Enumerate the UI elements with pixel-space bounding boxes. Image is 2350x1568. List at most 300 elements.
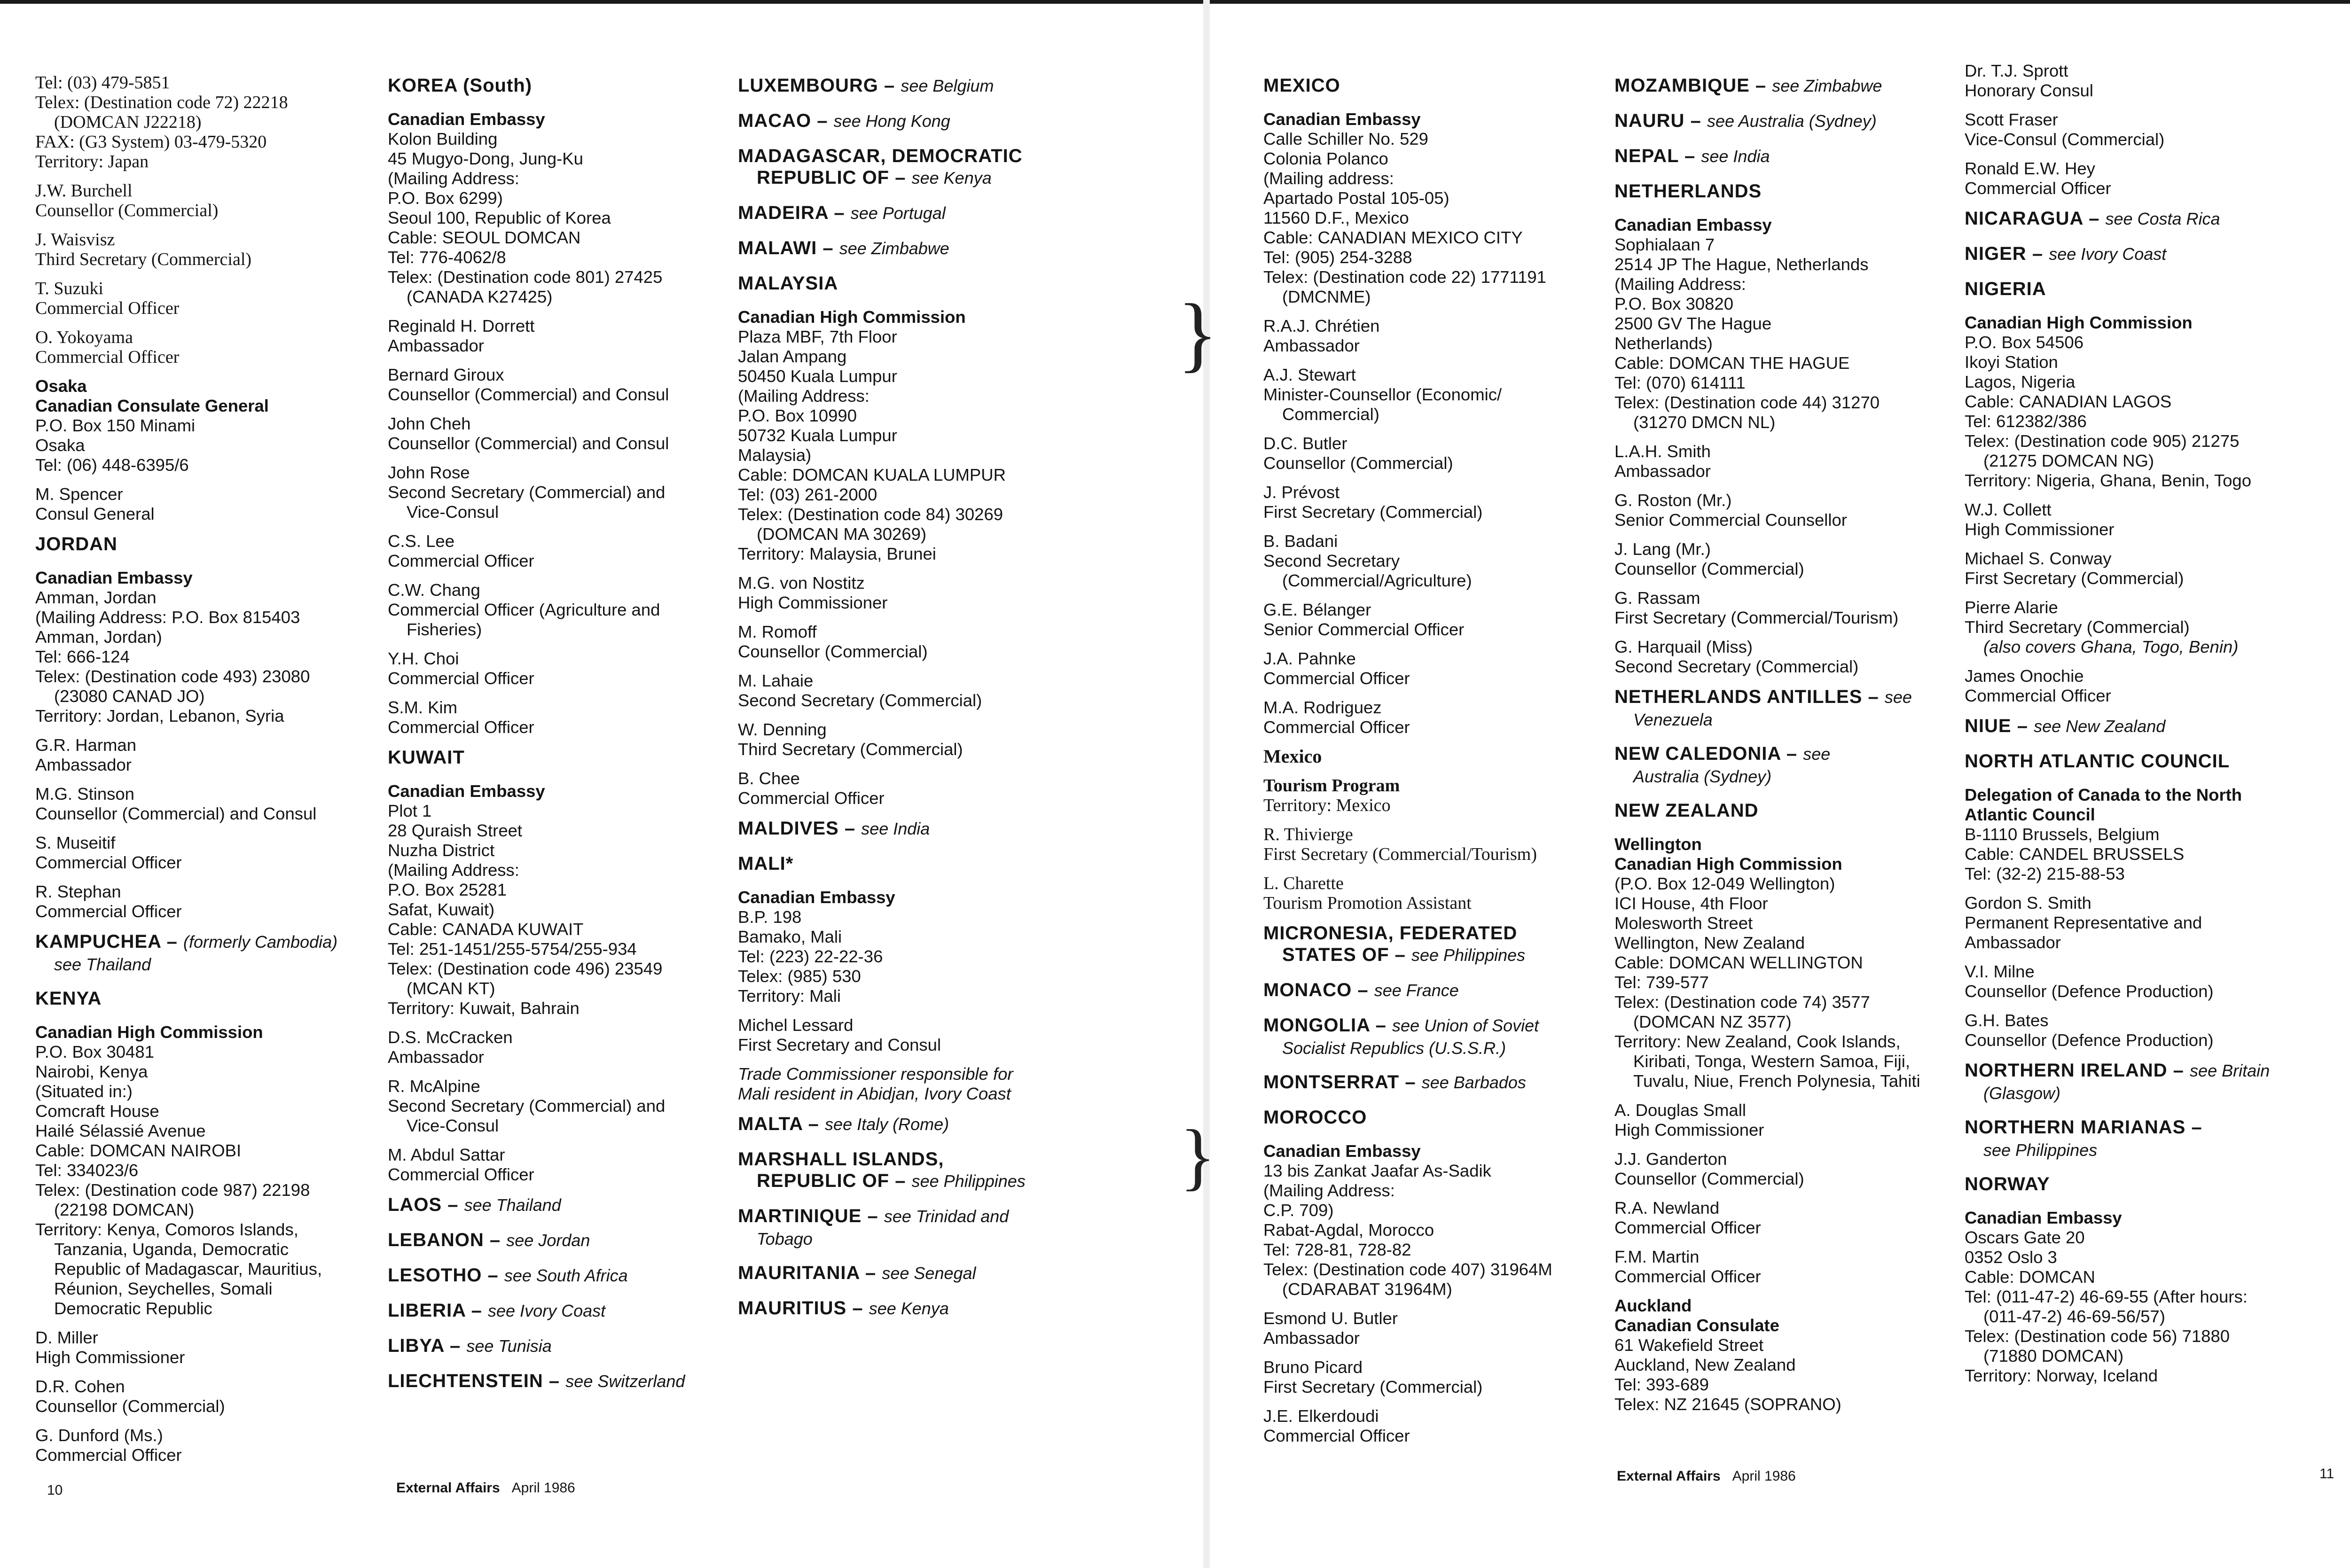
entry-line: R. McAlpine [388, 1077, 480, 1096]
country-name: NEW ZEALAND [1614, 800, 1759, 821]
entry-line: Telex: (Destination code 496) 23549 [388, 959, 663, 978]
entry-line: First Secretary (Commercial) [1965, 569, 2184, 588]
country-name: LESOTHO [388, 1265, 482, 1286]
directory-entry [1965, 500, 2296, 539]
country-heading [388, 1300, 719, 1322]
directory-entry [1263, 434, 1595, 473]
directory-entry [1965, 549, 2296, 588]
entry-line: Third Secretary (Commercial) [1965, 617, 2190, 637]
entry-line: Telex: (Destination code 56) 71880 [1965, 1326, 2230, 1346]
entry-line: (Mailing Address: P.O. Box 815403 [35, 608, 300, 627]
entry-line: Canadian Embassy [1263, 1141, 1421, 1161]
entry-line: Safat, Kuwait) [388, 900, 495, 919]
entry-line: S. Museitif [35, 833, 116, 852]
entry-line: Malaysia) [738, 445, 812, 465]
country-name: KOREA (South) [388, 75, 533, 96]
dash: – [548, 1371, 560, 1391]
country-heading [1263, 1071, 1595, 1093]
entry-line: Telex: (Destination code 801) 27425 [388, 267, 663, 287]
country-heading [1614, 686, 1946, 730]
entry-line: Kolon Building [388, 129, 498, 148]
entry-line: P.O. Box 25281 [388, 880, 507, 899]
entry-line: Tel: (905) 254-3288 [1263, 248, 1412, 267]
entry-line: G. Harquail (Miss) [1614, 637, 1753, 656]
directory-entry [35, 181, 367, 220]
entry-line: W.J. Collett [1965, 500, 2052, 519]
entry-line: J.A. Pahnke [1263, 649, 1356, 668]
entry-line: Réunion, Seychelles, Somali [54, 1279, 273, 1298]
dash: – [834, 203, 845, 223]
entry-line: Sophialaan 7 [1614, 235, 1715, 254]
entry-line: (71880 DOMCAN) [1983, 1346, 2124, 1365]
entry-line: Auckland, New Zealand [1614, 1355, 1796, 1374]
footer-left [396, 1480, 575, 1496]
country-name: NEW CALEDONIA [1614, 743, 1781, 764]
entry-line: Cable: CANADIAN LAGOS [1965, 392, 2172, 411]
entry-line: Scott Fraser [1965, 110, 2058, 129]
cross-reference: see Union of Soviet [1392, 1016, 1539, 1035]
directory-entry [35, 1328, 367, 1367]
cross-reference: see Costa Rica [2105, 209, 2220, 228]
entry-line: Canadian Embassy [738, 888, 895, 907]
directory-entry [1614, 539, 1946, 579]
dash: – [1786, 743, 1798, 764]
directory-entry [1965, 61, 2296, 101]
entry-line: Delegation of Canada to the North [1965, 785, 2242, 804]
entry-line: Commercial Officer [35, 902, 182, 921]
cross-reference: see Jordan [506, 1231, 590, 1250]
entry-line: Commercial Officer [35, 1445, 182, 1465]
entry-line: R. Thivierge [1263, 825, 1353, 844]
entry-line: High Commissioner [1965, 520, 2115, 539]
column-4 [1263, 73, 1595, 1455]
page-spine [1203, 0, 1210, 1568]
entry-line: Commercial Officer [388, 718, 534, 737]
column-1 [35, 73, 367, 1474]
entry-line: Consul General [35, 504, 155, 523]
entry-line: G. Dunford (Ms.) [35, 1426, 163, 1445]
country-name: MOZAMBIQUE [1614, 75, 1750, 96]
directory-entry [35, 376, 367, 475]
cross-reference: see Thailand [464, 1195, 561, 1215]
cross-reference: see Switzerland [565, 1372, 685, 1391]
entry-line: Telex: (Destination code 987) 22198 [35, 1180, 310, 1200]
entry-line: Vice-Consul (Commercial) [1965, 130, 2165, 149]
directory-entry [738, 307, 1069, 564]
entry-line: (22198 DOMCAN) [54, 1200, 195, 1219]
entry-line: (Mailing Address: [388, 169, 519, 188]
country-heading [1965, 278, 2296, 300]
entry-line: C.S. Lee [388, 531, 455, 551]
entry-line: Plot 1 [388, 801, 432, 820]
country-name: JORDAN [35, 534, 118, 554]
country-name: MADAGASCAR, DEMOCRATIC [738, 146, 1023, 166]
directory-entry [388, 580, 719, 640]
directory-entry [35, 833, 367, 873]
entry-line: Tel: 334023/6 [35, 1161, 139, 1180]
directory-entry [1965, 962, 2296, 1001]
dash: – [1394, 944, 1406, 965]
entry-line: Comcraft House [35, 1101, 159, 1121]
entry-line: Seoul 100, Republic of Korea [388, 208, 611, 227]
country-name: MALI* [738, 853, 794, 874]
entry-line: Hailé Sélassié Avenue [35, 1121, 206, 1140]
country-heading [388, 1370, 719, 1392]
entry-line: C.P. 709) [1263, 1201, 1334, 1220]
directory-entry [388, 365, 719, 405]
country-heading [738, 853, 1069, 874]
country-heading [388, 1194, 719, 1216]
entry-line: Commercial Officer [388, 669, 534, 688]
entry-line: Third Secretary (Commercial) [738, 740, 963, 759]
page-number-right: 11 [2319, 1466, 2334, 1482]
entry-line: Netherlands) [1614, 334, 1713, 353]
entry-line: P.O. Box 10990 [738, 406, 857, 425]
entry-line: Dr. T.J. Sprott [1965, 61, 2068, 80]
directory-entry [1263, 1309, 1595, 1348]
entry-line: Tel: 393-689 [1614, 1375, 1709, 1394]
entry-line: J.E. Elkerdoudi [1263, 1406, 1379, 1426]
cross-reference: see France [1374, 981, 1459, 1000]
directory-entry [1965, 1208, 2296, 1386]
directory-entry [738, 888, 1069, 1006]
entry-line: Counsellor (Commercial) [738, 642, 928, 661]
directory-entry [1965, 785, 2296, 884]
country-name: MAURITIUS [738, 1298, 847, 1318]
country-name: MAURITANIA [738, 1263, 860, 1283]
entry-line: Counsellor (Commercial) and Consul [35, 804, 317, 823]
country-name: MARSHALL ISLANDS, [738, 1149, 944, 1170]
directory-entry [1263, 1406, 1595, 1446]
entry-line: (23080 CANAD JO) [54, 686, 205, 706]
dash: – [1690, 110, 1701, 131]
entry-line: Commercial Officer [1263, 718, 1410, 737]
entry-line: Territory: Kuwait, Bahrain [388, 999, 580, 1018]
dash: – [2191, 1117, 2202, 1138]
cross-reference: see Philippines [1411, 945, 1526, 965]
country-heading [1965, 1173, 2296, 1195]
country-heading [1263, 979, 1595, 1001]
margin-brace-lower: } [1180, 1114, 1216, 1198]
entry-line: Commercial Officer [35, 347, 180, 367]
entry-line: Ambassador [35, 755, 132, 774]
dash: – [1375, 1015, 1386, 1036]
entry-line: Cable: CANADA KUWAIT [388, 920, 584, 939]
entry-line: Pierre Alarie [1965, 598, 2058, 617]
entry-line: 61 Wakefield Street [1614, 1335, 1764, 1355]
entry-line: (CANADA K27425) [407, 287, 553, 306]
entry-line: Telex: (Destination code 407) 31964M [1263, 1260, 1552, 1279]
country-name: LAOS [388, 1194, 442, 1215]
entry-line: Canadian High Commission [1614, 854, 1842, 874]
cross-reference: see [1803, 744, 1831, 764]
country-name: LEBANON [388, 1230, 484, 1250]
dash: – [1405, 1072, 1416, 1092]
entry-line: M. Abdul Sattar [388, 1145, 505, 1164]
entry-line: Reginald H. Dorrett [388, 316, 535, 335]
dash: – [852, 1298, 863, 1318]
entry-line: Vice-Consul [407, 1116, 499, 1135]
country-heading [738, 1297, 1069, 1319]
dash: – [1684, 146, 1696, 166]
entry-line: (Mailing Address: [388, 860, 519, 880]
entry-line: L.A.H. Smith [1614, 442, 1711, 461]
country-heading [388, 75, 719, 96]
column-6 [1965, 61, 2296, 1395]
cross-reference: see Senegal [882, 1264, 976, 1283]
dash: – [844, 818, 856, 839]
entry-line: First Secretary and Consul [738, 1035, 941, 1054]
entry-line: Bernard Giroux [388, 365, 504, 384]
cross-reference-cont: see Thailand [54, 955, 151, 974]
entry-line: Tel: (070) 614111 [1614, 373, 1746, 392]
entry-line: C.W. Chang [388, 580, 480, 600]
entry-line: Mali resident in Abidjan, Ivory Coast [738, 1084, 1011, 1103]
margin-brace-upper: } [1177, 287, 1218, 380]
directory-entry [1965, 598, 2296, 657]
cross-reference: see South Africa [504, 1266, 628, 1285]
country-heading [1965, 243, 2296, 265]
dash: – [1755, 75, 1767, 96]
cross-reference: see Ivory Coast [2049, 244, 2167, 264]
entry-line: Canadian High Commission [35, 1022, 263, 1042]
entry-line: D.R. Cohen [35, 1377, 125, 1396]
entry-line: Osaka [35, 436, 85, 455]
dash: – [166, 931, 178, 952]
entry-line: O. Yokoyama [35, 328, 133, 347]
cross-reference: see India [861, 819, 930, 838]
cross-reference: see [1884, 687, 1912, 707]
entry-line: Ambassador [388, 1047, 484, 1067]
entry-line: Counsellor (Commercial) and Consul [388, 385, 669, 404]
entry-line: P.O. Box 150 Minami [35, 416, 196, 435]
entry-line: John Rose [388, 463, 470, 482]
directory-entry [388, 1077, 719, 1136]
entry-line: Tourism Program [1263, 776, 1400, 796]
entry-line: Gordon S. Smith [1965, 893, 2092, 913]
country-name: MOROCCO [1263, 1107, 1367, 1128]
entry-line: Territory: Nigeria, Ghana, Benin, Togo [1965, 471, 2252, 490]
country-name: LIBERIA [388, 1300, 466, 1321]
entry-line: First Secretary (Commercial/Tourism) [1614, 608, 1899, 627]
entry-line: Minister-Counsellor (Economic/ [1263, 385, 1502, 404]
country-heading [1614, 145, 1946, 167]
country-heading [388, 1335, 719, 1357]
entry-line: Tourism Promotion Assistant [1263, 893, 1472, 913]
dash: – [487, 1265, 499, 1286]
directory-entry [388, 414, 719, 453]
dash: – [2032, 243, 2044, 264]
entry-line: M. Lahaie [738, 671, 814, 690]
entry-line: Nuzha District [388, 841, 495, 860]
country-name: NORTHERN MARIANAS [1965, 1117, 2186, 1138]
entry-line: G.R. Harman [35, 735, 136, 755]
entry-line: Tuvalu, Niue, French Polynesia, Tahiti [1633, 1071, 1920, 1091]
dash: – [489, 1230, 501, 1250]
cross-reference-cont: Socialist Republics (U.S.S.R.) [1282, 1038, 1506, 1058]
directory-entry [388, 781, 719, 1018]
country-name: KUWAIT [388, 747, 465, 768]
country-name: NEPAL [1614, 146, 1679, 166]
cross-reference: see Australia (Sydney) [1707, 111, 1877, 131]
entry-line: Second Secretary [1263, 551, 1400, 570]
entry-line: (21275 DOMCAN NG) [1983, 451, 2154, 470]
directory-entry [35, 1377, 367, 1416]
entry-line: (P.O. Box 12-049 Wellington) [1614, 874, 1835, 893]
country-name: MALTA [738, 1114, 803, 1134]
directory-entry [35, 568, 367, 726]
entry-line: Amman, Jordan [35, 588, 157, 607]
cross-reference: see Tunisia [466, 1336, 552, 1356]
country-name: NIGER [1965, 243, 2027, 264]
entry-line: Lagos, Nigeria [1965, 372, 2076, 391]
directory-entry [1614, 835, 1946, 1091]
entry-line: Cable: SEOUL DOMCAN [388, 228, 581, 247]
entry-line: Ambassador [388, 336, 484, 355]
entry-line: Counsellor (Commercial) [1263, 453, 1453, 473]
entry-line: S.M. Kim [388, 698, 458, 717]
dash: – [2017, 716, 2028, 736]
entry-line: M. Romoff [738, 622, 817, 641]
directory-entry [35, 328, 367, 367]
entry-line: D.C. Butler [1263, 434, 1347, 453]
entry-line: Esmond U. Butler [1263, 1309, 1398, 1328]
entry-line: G. Rassam [1614, 588, 1700, 608]
entry-line: Commercial) [1282, 405, 1379, 424]
directory-entry [1263, 1357, 1595, 1397]
entry-line: Counsellor (Defence Production) [1965, 1030, 2214, 1050]
country-name: NETHERLANDS ANTILLES [1614, 686, 1863, 707]
cross-reference: see Kenya [869, 1299, 949, 1318]
directory-entry [1965, 1011, 2296, 1050]
entry-line: Wellington [1614, 835, 1702, 854]
entry-line: Tel: 728-81, 728-82 [1263, 1240, 1411, 1259]
country-name-cont: REPUBLIC OF [757, 167, 890, 188]
entry-line: P.O. Box 30820 [1614, 294, 1733, 313]
country-heading [1263, 922, 1595, 966]
country-name: MADEIRA [738, 203, 829, 223]
country-heading [738, 1262, 1069, 1284]
entry-line: Cable: DOMCAN THE HAGUE [1614, 353, 1850, 373]
country-name: MONGOLIA [1263, 1015, 1370, 1036]
entry-line: Canadian Embassy [1263, 109, 1421, 129]
entry-line: Tel: (32-2) 215-88-53 [1965, 864, 2125, 883]
entry-line: Tanzania, Uganda, Democratic [54, 1240, 289, 1259]
entry-line: Kiribati, Tonga, Western Samoa, Fiji, [1633, 1052, 1910, 1071]
entry-line: Osaka [35, 376, 87, 396]
country-heading [388, 747, 719, 768]
entry-line: (Mailing Address: [1614, 274, 1746, 294]
entry-line: (Mailing address: [1263, 169, 1394, 188]
entry-line: Molesworth Street [1614, 913, 1753, 933]
entry-line: (Mailing Address: [738, 386, 870, 406]
entry-line: Commercial Officer [1263, 1426, 1410, 1445]
entry-line: Ronald E.W. Hey [1965, 159, 2095, 178]
entry-line: Plaza MBF, 7th Floor [738, 327, 897, 346]
directory-entry [738, 720, 1069, 759]
directory-entry [1614, 1198, 1946, 1238]
entry-line: Commercial Officer [35, 853, 182, 872]
country-heading [1965, 1116, 2296, 1160]
entry-line: Ambassador [1263, 1328, 1360, 1348]
entry-line: Telex: (Destination code 905) 21275 [1965, 431, 2240, 451]
country-name-cont: REPUBLIC OF [757, 1170, 890, 1191]
entry-line: Ambassador [1614, 461, 1711, 481]
entry-line: Bamako, Mali [738, 927, 842, 946]
column-3 [738, 73, 1069, 1333]
entry-line: Canadian Embassy [1614, 215, 1772, 234]
entry-line: Apartado Postal 105-05) [1263, 188, 1449, 208]
entry-line: Ambassador [1263, 336, 1360, 355]
country-heading [738, 75, 1069, 97]
entry-line: ICI House, 4th Floor [1614, 894, 1768, 913]
dash: – [895, 167, 906, 188]
directory-entry [388, 463, 719, 522]
entry-line: (CDARABAT 31964M) [1282, 1279, 1452, 1299]
entry-line: L. Charette [1263, 874, 1344, 893]
country-name: NORTH ATLANTIC COUNCIL [1965, 751, 2230, 772]
column-2 [388, 73, 719, 1405]
dash: – [817, 110, 828, 131]
entry-line: First Secretary (Commercial/Tourism) [1263, 844, 1537, 864]
directory-entry [738, 573, 1069, 613]
entry-line: Bruno Picard [1263, 1357, 1363, 1377]
country-heading [738, 818, 1069, 840]
entry-line: Second Secretary (Commercial) and [388, 483, 666, 502]
entry-line: Commercial Officer [1965, 686, 2111, 705]
column-5 [1614, 73, 1946, 1424]
entry-line: Tel: 666-124 [35, 647, 130, 666]
country-name: MEXICO [1263, 75, 1340, 96]
entry-line: Territory: Mexico [1263, 796, 1391, 815]
footer-left-date: April 1986 [511, 1480, 575, 1496]
entry-line: Canadian Embassy [388, 781, 545, 801]
entry-line: Commercial Officer [1965, 179, 2111, 198]
entry-line: Telex: (Destination code 84) 30269 [738, 505, 1003, 524]
directory-entry [1614, 1149, 1946, 1189]
dash: – [449, 1335, 461, 1356]
entry-line: High Commissioner [738, 593, 888, 612]
section-heading: Mexico [1263, 746, 1322, 767]
country-name: KAMPUCHEA [35, 931, 161, 952]
cross-reference: see Trinidad and [884, 1207, 1009, 1226]
entry-line: Commercial Officer [388, 1165, 534, 1184]
country-heading [1614, 800, 1946, 821]
country-name: NORWAY [1965, 1174, 2050, 1194]
entry-line: High Commissioner [35, 1348, 185, 1367]
entry-line: B.P. 198 [738, 907, 802, 927]
entry-line: Canadian Consulate [1614, 1316, 1779, 1335]
entry-line: R.A.J. Chrétien [1263, 316, 1380, 335]
entry-line: (31270 DMCN NL) [1633, 413, 1776, 432]
entry-line: Permanent Representative and [1965, 913, 2202, 932]
dash: – [1868, 686, 1879, 707]
cross-reference-cont: see Philippines [1983, 1140, 2098, 1160]
cross-reference-cont: (Glasgow) [1983, 1084, 2061, 1103]
entry-line: Colonia Polanco [1263, 149, 1388, 168]
entry-line: M.A. Rodriguez [1263, 698, 1382, 717]
directory-entry [1263, 365, 1595, 424]
country-heading [1965, 1060, 2296, 1103]
entry-line: Counsellor (Commercial) [35, 201, 219, 220]
country-heading [738, 237, 1069, 259]
entry-line: Territory: Japan [35, 152, 149, 172]
entry-line: Telex: (Destination code 22) 1771191 [1263, 267, 1546, 287]
country-name: NICARAGUA [1965, 208, 2083, 229]
country-heading [35, 988, 367, 1009]
cross-reference: see Barbados [1421, 1073, 1526, 1092]
page-number-left: 10 [47, 1482, 63, 1498]
